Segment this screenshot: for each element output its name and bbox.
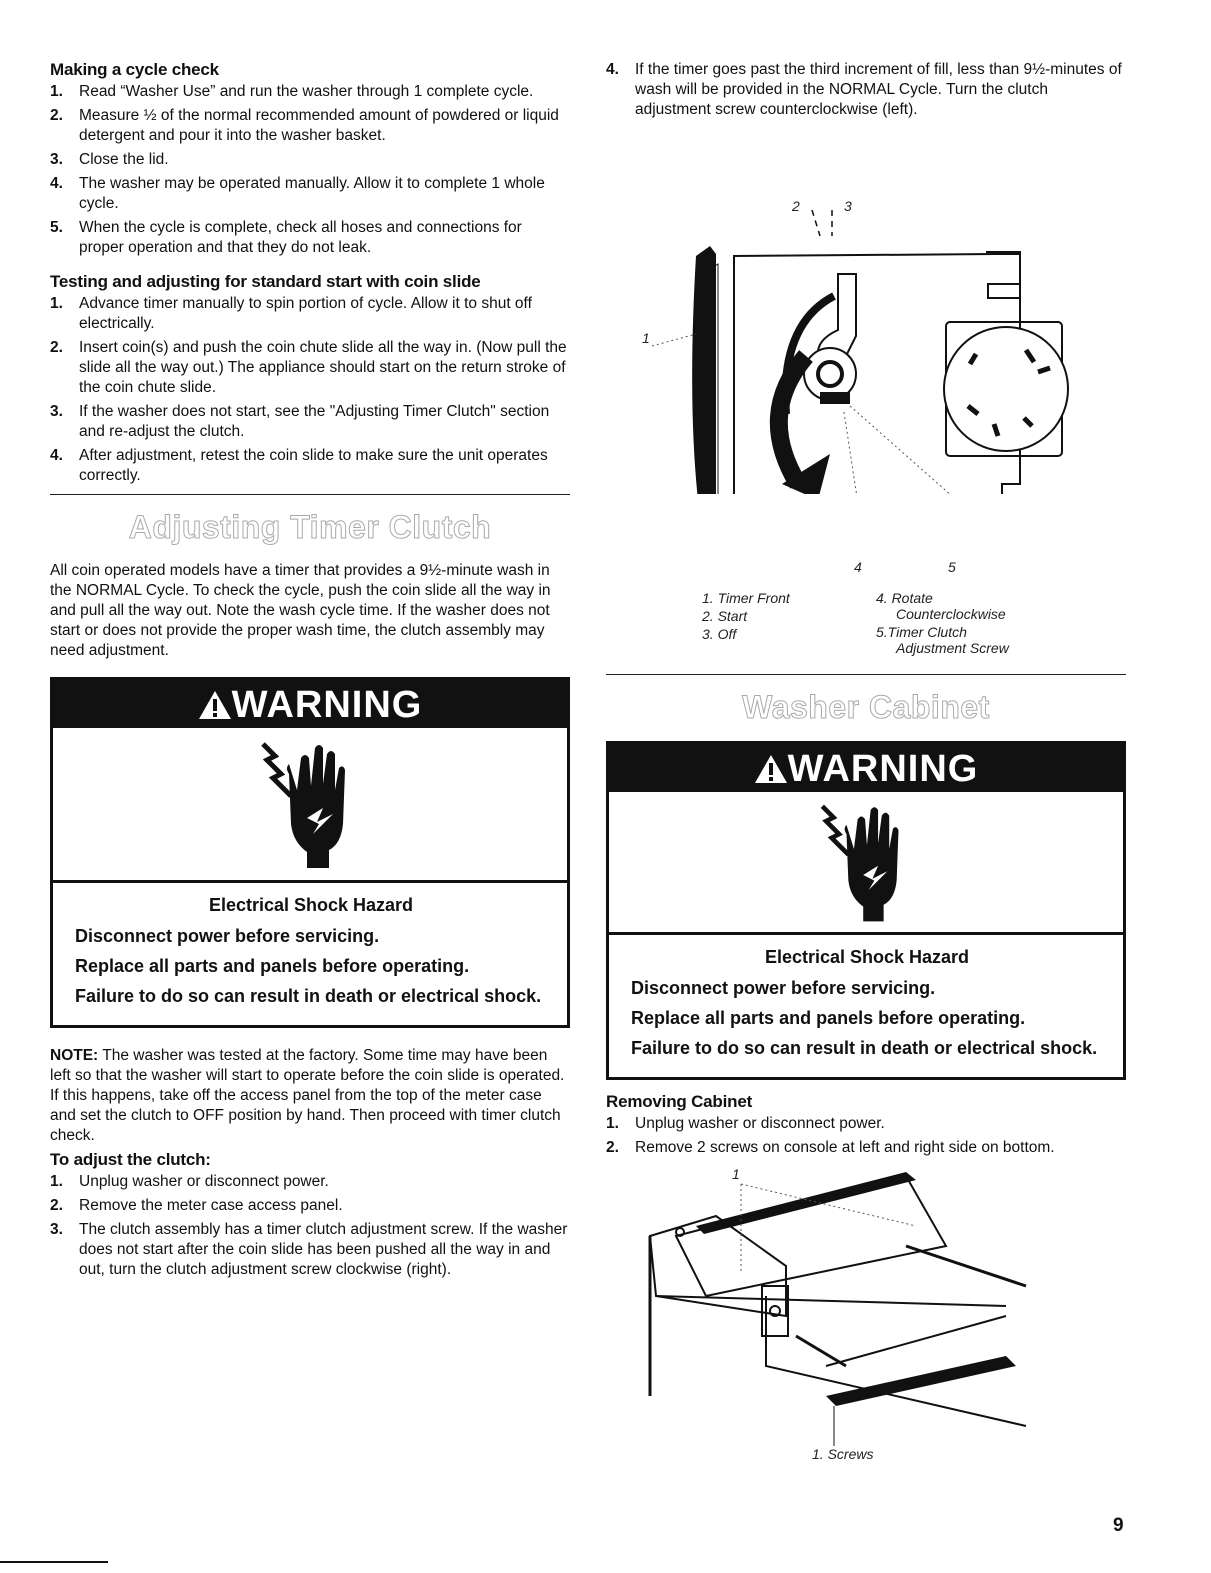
warning-triangle-icon: [754, 754, 788, 784]
list-item: 3. Close the lid.: [50, 151, 169, 168]
warning-line: Replace all parts and panels before operating.: [631, 1008, 1026, 1028]
callout-4: 4: [854, 559, 862, 575]
warning-line: Failure to do so can result in death or electrical shock.: [75, 986, 542, 1006]
list-item: 2. Remove the meter case access panel.: [50, 1197, 343, 1214]
note-paragraph: NOTE: The washer was tested at the factory. Some time may have been left so that the washer will start to operate before the coin slide is operated. If this happens, take off the access panel from the top of the meter case and set the clutch to OFF position by hand. Then proceed with timer clutch check.: [50, 1047, 565, 1144]
footer-rule: [0, 1561, 108, 1563]
callout-1: 1: [642, 330, 650, 346]
section-divider: [50, 494, 570, 495]
warning-banner: WARNING: [609, 744, 1123, 792]
adjust-steps: [50, 1172, 570, 1280]
list-item: 3. If the washer does not start, see the "Adjusting Timer Clutch" section and re-adjust the clutch.: [50, 403, 550, 440]
warning-line: Replace all parts and panels before operating.: [75, 956, 470, 976]
list-item: 1. Unplug washer or disconnect power.: [50, 1173, 329, 1190]
shock-hazard-area: [609, 792, 1123, 935]
section-divider: [606, 674, 1126, 675]
adjust-heading: To adjust the clutch:: [50, 1150, 211, 1169]
coin-slide-heading: Testing and adjusting for standard start with coin slide: [50, 272, 481, 291]
legend-item: 3. Off: [702, 626, 737, 642]
diagram-legend: [606, 590, 1126, 666]
warning-text: [53, 883, 567, 1025]
warning-line: Disconnect power before servicing.: [631, 978, 936, 998]
legend-item: Counterclockwise: [896, 606, 1006, 622]
left-column: [50, 60, 570, 1284]
legend-item: 5.Timer Clutch: [876, 624, 967, 640]
warning-box: [606, 741, 1126, 1080]
warning-line: Disconnect power before servicing.: [75, 926, 380, 946]
list-item: 4. If the timer goes past the third increment of fill, less than 9½-minutes of wash will be provided in the NORMAL Cycle. Turn the clutch adjustment screw counterclockwise (left).: [606, 61, 1122, 118]
list-item: 2. Measure ½ of the normal recommended amount of powdered or liquid detergent and pour it into the washer basket.: [50, 107, 559, 144]
coin-slide-steps: [50, 294, 570, 486]
cabinet-caption: 1. Screws: [812, 1446, 874, 1462]
callout-3: 3: [844, 198, 852, 214]
callout-2: 2: [792, 198, 800, 214]
intro-paragraph: All coin operated models have a timer that provides a 9½-minute wash in the NORMAL Cycle. To check the cycle, push the coin slide all the way in and pull all the way out. Note the wash cycle time. If the washer does not start or does not provide the proper wash time, the clutch assembly may need adjustment.: [50, 562, 551, 659]
legend-item: 1. Timer Front: [702, 590, 790, 606]
timer-diagram-drawing: [606, 124, 1126, 494]
list-item: 1. Read “Washer Use” and run the washer through 1 complete cycle.: [50, 83, 534, 100]
legend-item: 2. Start: [702, 608, 748, 624]
cycle-check-steps: [50, 82, 570, 258]
page-number: 9: [1113, 1515, 1124, 1536]
removing-cabinet-heading: Removing Cabinet: [606, 1092, 753, 1111]
hazard-title: Electrical Shock Hazard: [208, 895, 414, 915]
legend-item: 4. Rotate: [876, 590, 933, 606]
list-item: 5. When the cycle is complete, check all hoses and connections for proper operation and that they do not leak.: [50, 219, 522, 256]
removing-cabinet-steps: [606, 1114, 1126, 1158]
warning-line: Failure to do so can result in death or electrical shock.: [631, 1038, 1098, 1058]
list-item: 4. The washer may be operated manually. Allow it to complete 1 whole cycle.: [50, 175, 545, 212]
shock-hazard-area: [53, 728, 567, 883]
warning-triangle-icon: [198, 690, 232, 720]
cabinet-diagram: [606, 1166, 1126, 1466]
list-item: 2. Insert coin(s) and push the coin chute slide all the way in. (Now pull the slide all the way out.) The appliance should start on the return stroke of the coin chute slide.: [50, 339, 567, 396]
legend-item: Adjustment Screw: [896, 640, 1009, 656]
warning-box: [50, 677, 570, 1028]
shock-hand-icon: [255, 734, 365, 874]
hazard-title: Electrical Shock Hazard: [764, 947, 970, 967]
warning-banner: WARNING: [53, 680, 567, 728]
list-item: 2. Remove 2 screws on console at left and right side on bottom.: [606, 1139, 1055, 1156]
list-item: 4. After adjustment, retest the coin slide to make sure the unit operates correctly.: [50, 447, 548, 484]
step-4-list: [606, 60, 1126, 120]
list-item: 1. Unplug washer or disconnect power.: [606, 1115, 885, 1132]
shock-hand-icon: [811, 797, 921, 927]
list-item: 1. Advance timer manually to spin portion of cycle. Allow it to shut off electrically.: [50, 295, 532, 332]
list-item: 3. The clutch assembly has a timer clutch adjustment screw. If the washer does not start after the coin slide has been pushed all the way in and out, turn the clutch adjustment screw clockwise (right).: [50, 1221, 568, 1278]
section-title: Adjusting Timer Clutch: [128, 509, 492, 545]
cycle-check-heading: Making a cycle check: [50, 60, 219, 79]
callout-screws: 1: [732, 1166, 740, 1182]
warning-text: [609, 935, 1123, 1077]
section-title: Washer Cabinet: [742, 689, 990, 725]
callout-5: 5: [948, 559, 956, 575]
timer-clutch-diagram: [606, 124, 1126, 575]
cabinet-drawing: [606, 1166, 1126, 1466]
right-column: [606, 60, 1126, 1466]
